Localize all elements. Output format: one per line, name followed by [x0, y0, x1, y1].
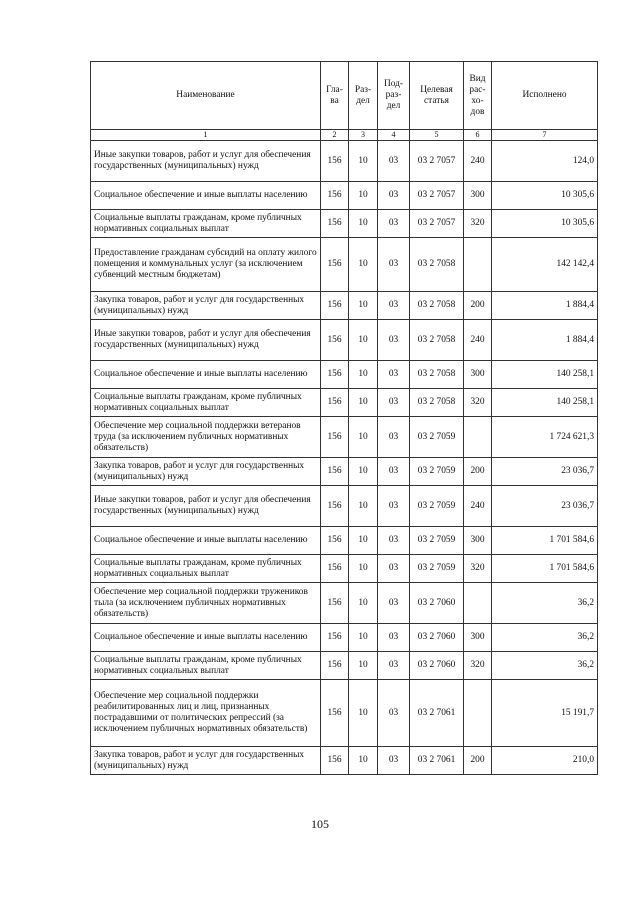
table-row [91, 652, 598, 680]
row-amount: 10 305,6 [492, 182, 598, 210]
row-amount: 36,2 [492, 624, 598, 652]
row-expense-type [464, 583, 492, 624]
header-subsection: Под- раз- дел [378, 62, 410, 130]
row-target: 03 2 7059 [410, 486, 464, 527]
table-row [91, 389, 598, 417]
row-subsection: 03 [378, 361, 410, 389]
table-row [91, 486, 598, 527]
row-amount: 36,2 [492, 652, 598, 680]
header-executed: Исполнено [492, 62, 598, 130]
table-row [91, 238, 598, 292]
row-section: 10 [349, 320, 378, 361]
row-name: Социальное обеспечение и иные выплаты населению [91, 182, 321, 210]
row-chapter: 156 [321, 141, 349, 182]
row-expense-type: 320 [464, 652, 492, 680]
row-section: 10 [349, 555, 378, 583]
row-name: Социальные выплаты гражданам, кроме публичных нормативных социальных выплат [91, 555, 321, 583]
row-subsection: 03 [378, 389, 410, 417]
table-row [91, 583, 598, 624]
column-number: 7 [492, 130, 598, 141]
row-subsection: 03 [378, 583, 410, 624]
table-row [91, 624, 598, 652]
column-number: 3 [349, 130, 378, 141]
table-row [91, 292, 598, 320]
column-number: 1 [91, 130, 321, 141]
row-expense-type: 200 [464, 458, 492, 486]
row-target: 03 2 7060 [410, 583, 464, 624]
row-chapter: 156 [321, 320, 349, 361]
row-name: Социальные выплаты гражданам, кроме публичных нормативных социальных выплат [91, 389, 321, 417]
column-number-row [91, 130, 598, 141]
row-target: 03 2 7057 [410, 182, 464, 210]
row-amount: 1 884,4 [492, 292, 598, 320]
row-target: 03 2 7059 [410, 555, 464, 583]
row-section: 10 [349, 527, 378, 555]
row-section: 10 [349, 292, 378, 320]
row-chapter: 156 [321, 361, 349, 389]
row-subsection: 03 [378, 210, 410, 238]
row-chapter: 156 [321, 292, 349, 320]
row-name: Обеспечение мер социальной поддержки тружеников тыла (за исключением публичных нормативных обязательств) [91, 583, 321, 624]
row-expense-type [464, 417, 492, 458]
row-expense-type: 240 [464, 486, 492, 527]
row-expense-type: 200 [464, 292, 492, 320]
row-subsection: 03 [378, 486, 410, 527]
row-expense-type: 240 [464, 141, 492, 182]
table-row [91, 417, 598, 458]
row-name: Обеспечение мер социальной поддержки ветеранов труда (за исключением публичных нормативных обязательств) [91, 417, 321, 458]
row-amount: 1 724 621,3 [492, 417, 598, 458]
row-expense-type: 300 [464, 527, 492, 555]
row-section: 10 [349, 652, 378, 680]
table-row [91, 182, 598, 210]
row-name: Социальные выплаты гражданам, кроме публичных нормативных социальных выплат [91, 210, 321, 238]
table-head [91, 62, 598, 141]
row-target: 03 2 7058 [410, 389, 464, 417]
table-body [91, 141, 598, 775]
row-chapter: 156 [321, 486, 349, 527]
row-expense-type: 200 [464, 747, 492, 775]
row-section: 10 [349, 389, 378, 417]
row-subsection: 03 [378, 624, 410, 652]
row-subsection: 03 [378, 527, 410, 555]
row-chapter: 156 [321, 583, 349, 624]
row-target: 03 2 7060 [410, 652, 464, 680]
row-chapter: 156 [321, 747, 349, 775]
row-name: Социальные выплаты гражданам, кроме публичных нормативных социальных выплат [91, 652, 321, 680]
row-expense-type [464, 680, 492, 747]
row-section: 10 [349, 583, 378, 624]
row-chapter: 156 [321, 527, 349, 555]
row-chapter: 156 [321, 238, 349, 292]
row-target: 03 2 7059 [410, 527, 464, 555]
header-section: Раз- дел [349, 62, 378, 130]
row-chapter: 156 [321, 458, 349, 486]
row-amount: 15 191,7 [492, 680, 598, 747]
budget-table [90, 61, 598, 775]
row-expense-type: 300 [464, 361, 492, 389]
row-subsection: 03 [378, 320, 410, 361]
row-name: Социальное обеспечение и иные выплаты населению [91, 361, 321, 389]
header-name: Наименование [91, 62, 321, 130]
row-expense-type: 300 [464, 182, 492, 210]
row-section: 10 [349, 210, 378, 238]
row-expense-type: 320 [464, 555, 492, 583]
row-name: Закупка товаров, работ и услуг для государственных (муниципальных) нужд [91, 458, 321, 486]
row-amount: 1 701 584,6 [492, 555, 598, 583]
row-target: 03 2 7057 [410, 210, 464, 238]
column-number: 5 [410, 130, 464, 141]
row-target: 03 2 7058 [410, 320, 464, 361]
row-target: 03 2 7061 [410, 680, 464, 747]
row-amount: 36,2 [492, 583, 598, 624]
row-section: 10 [349, 361, 378, 389]
row-amount: 142 142,4 [492, 238, 598, 292]
row-section: 10 [349, 680, 378, 747]
row-name: Обеспечение мер социальной поддержки реабилитированных лиц и лиц, признанных пострадавшими от политических репрессий (за исключением публичных нормативных обязательств) [91, 680, 321, 747]
row-section: 10 [349, 182, 378, 210]
header-expense-type: Вид рас- хо- дов [464, 62, 492, 130]
row-expense-type: 320 [464, 210, 492, 238]
row-subsection: 03 [378, 555, 410, 583]
row-chapter: 156 [321, 624, 349, 652]
row-name: Закупка товаров, работ и услуг для государственных (муниципальных) нужд [91, 747, 321, 775]
row-amount: 140 258,1 [492, 389, 598, 417]
row-amount: 23 036,7 [492, 486, 598, 527]
row-chapter: 156 [321, 652, 349, 680]
row-section: 10 [349, 624, 378, 652]
row-name: Иные закупки товаров, работ и услуг для обеспечения государственных (муниципальных) нужд [91, 486, 321, 527]
row-chapter: 156 [321, 555, 349, 583]
header-target: Целевая статья [410, 62, 464, 130]
table-row [91, 680, 598, 747]
row-subsection: 03 [378, 417, 410, 458]
row-target: 03 2 7058 [410, 292, 464, 320]
row-target: 03 2 7057 [410, 141, 464, 182]
row-expense-type [464, 238, 492, 292]
row-target: 03 2 7058 [410, 238, 464, 292]
row-subsection: 03 [378, 458, 410, 486]
row-subsection: 03 [378, 182, 410, 210]
table-row [91, 141, 598, 182]
row-chapter: 156 [321, 389, 349, 417]
row-amount: 10 305,6 [492, 210, 598, 238]
row-chapter: 156 [321, 680, 349, 747]
row-amount: 1 884,4 [492, 320, 598, 361]
row-target: 03 2 7060 [410, 624, 464, 652]
row-name: Социальное обеспечение и иные выплаты населению [91, 527, 321, 555]
table-row [91, 210, 598, 238]
row-subsection: 03 [378, 680, 410, 747]
row-subsection: 03 [378, 747, 410, 775]
row-amount: 210,0 [492, 747, 598, 775]
row-expense-type: 240 [464, 320, 492, 361]
table-row [91, 320, 598, 361]
header-chapter: Гла- ва [321, 62, 349, 130]
row-target: 03 2 7058 [410, 361, 464, 389]
row-subsection: 03 [378, 292, 410, 320]
row-chapter: 156 [321, 182, 349, 210]
row-target: 03 2 7059 [410, 417, 464, 458]
row-name: Предоставление гражданам субсидий на оплату жилого помещения и коммунальных услуг (за исключением субвенций местным бюджетам) [91, 238, 321, 292]
row-amount: 1 701 584,6 [492, 527, 598, 555]
row-subsection: 03 [378, 238, 410, 292]
row-section: 10 [349, 747, 378, 775]
row-name: Иные закупки товаров, работ и услуг для обеспечения государственных (муниципальных) нужд [91, 141, 321, 182]
row-amount: 124,0 [492, 141, 598, 182]
column-number: 6 [464, 130, 492, 141]
row-section: 10 [349, 417, 378, 458]
row-amount: 140 258,1 [492, 361, 598, 389]
column-number: 2 [321, 130, 349, 141]
table-row [91, 458, 598, 486]
row-section: 10 [349, 238, 378, 292]
row-subsection: 03 [378, 141, 410, 182]
row-name: Иные закупки товаров, работ и услуг для обеспечения государственных (муниципальных) нужд [91, 320, 321, 361]
row-section: 10 [349, 458, 378, 486]
row-expense-type: 300 [464, 624, 492, 652]
row-target: 03 2 7059 [410, 458, 464, 486]
row-name: Закупка товаров, работ и услуг для государственных (муниципальных) нужд [91, 292, 321, 320]
table-row [91, 361, 598, 389]
row-target: 03 2 7061 [410, 747, 464, 775]
table-row [91, 555, 598, 583]
table-row [91, 527, 598, 555]
row-section: 10 [349, 141, 378, 182]
row-chapter: 156 [321, 210, 349, 238]
row-section: 10 [349, 486, 378, 527]
row-expense-type: 320 [464, 389, 492, 417]
row-subsection: 03 [378, 652, 410, 680]
column-number: 4 [378, 130, 410, 141]
row-chapter: 156 [321, 417, 349, 458]
page-number: 105 [311, 817, 329, 831]
table-row [91, 747, 598, 775]
row-amount: 23 036,7 [492, 458, 598, 486]
row-name: Социальное обеспечение и иные выплаты населению [91, 624, 321, 652]
